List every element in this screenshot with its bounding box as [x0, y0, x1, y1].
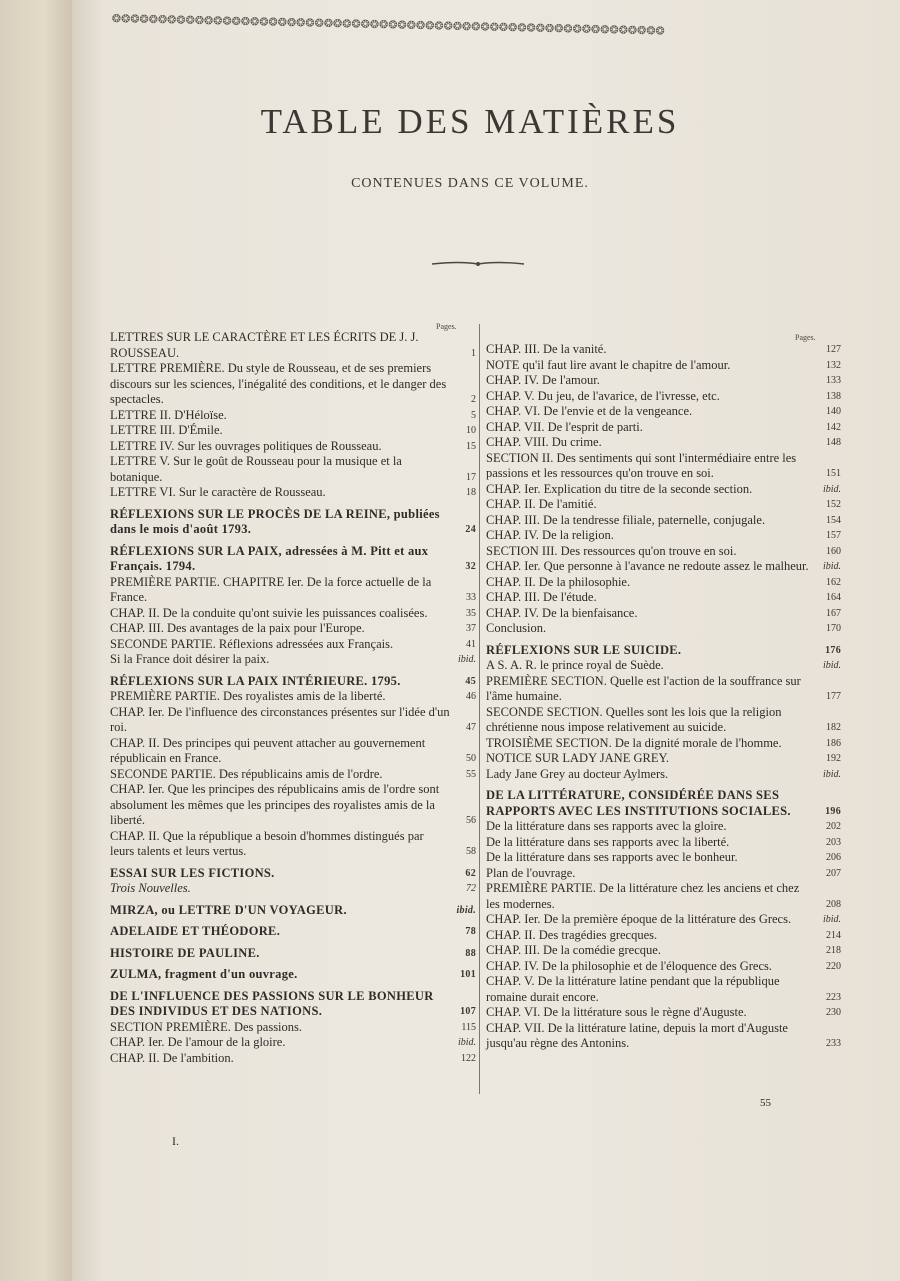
toc-entry-title: ZULMA, fragment d'un ouvrage.: [110, 967, 298, 981]
toc-entry-title: CHAP. IV. De la bienfaisance.: [486, 605, 638, 620]
toc-entry-page: 218: [826, 945, 841, 956]
toc-entry: [486, 959, 841, 975]
toc-entry: [110, 544, 476, 575]
toc-entry-page: ibid.: [457, 1037, 476, 1048]
toc-entry-page: 164: [826, 592, 841, 603]
toc-entry-page: 1: [471, 347, 476, 359]
toc-entry-title: RÉFLEXIONS SUR LE PROCÈS DE LA REINE, publiées dans le mois d'août 1793.: [110, 506, 440, 536]
toc-entry-page: 35: [466, 607, 476, 619]
toc-entry-page: 33: [466, 592, 476, 603]
toc-entry: [486, 497, 841, 513]
toc-entry-title: CHAP. VII. De la littérature latine, depuis la mort d'Auguste jusqu'au règne des Antonins.: [486, 1020, 788, 1050]
toc-entry-title: CHAP. V. Du jeu, de l'avarice, de l'ivresse, etc.: [486, 388, 720, 403]
toc-entry-page: 72: [466, 883, 476, 894]
toc-entry-page: 17: [466, 471, 476, 483]
toc-entry: [486, 974, 841, 1005]
toc-entry-page: 202: [826, 821, 841, 832]
toc-entry-title: CHAP. Ier. De l'amour de la gloire.: [110, 1035, 286, 1049]
ornament-border: ❂❂❂❂❂❂❂❂❂❂❂❂❂❂❂❂❂❂❂❂❂❂❂❂❂❂❂❂❂❂❂❂❂❂❂❂❂❂❂❂❂❂❂❂❂❂❂❂❂❂❂❂❂❂❂❂❂❂❂❂: [111, 12, 665, 38]
toc-entry: [110, 782, 476, 829]
toc-entry: [486, 751, 841, 767]
toc-entry: [110, 1020, 476, 1036]
toc-entry: [486, 788, 841, 819]
toc-entry: [110, 881, 476, 897]
toc-entry-title: HISTOIRE DE PAULINE.: [110, 945, 260, 960]
toc-entry-page: 115: [461, 1021, 476, 1033]
toc-entry: [110, 575, 476, 606]
toc-entry: [110, 866, 476, 882]
toc-entry: [110, 1035, 476, 1051]
toc-entry-title: Plan de l'ouvrage.: [486, 865, 576, 880]
toc-entry: [486, 404, 841, 420]
toc-entry-title: CHAP. VIII. Du crime.: [486, 435, 602, 449]
toc-entry-page: 230: [826, 1007, 841, 1018]
toc-entry-title: LETTRE VI. Sur le caractère de Rousseau.: [110, 485, 326, 499]
toc-entry: [486, 835, 841, 851]
toc-entry: [486, 358, 841, 374]
toc-entry-title: LETTRE IV. Sur les ouvrages politiques de Rousseau.: [110, 438, 382, 453]
toc-entry-title: CHAP. II. De l'amitié.: [486, 497, 597, 511]
toc-entry: [110, 829, 476, 860]
toc-entry: [486, 736, 841, 752]
facing-page-edge: [0, 0, 72, 1281]
toc-entry: [110, 736, 476, 767]
toc-entry: [486, 590, 841, 606]
toc-entry-title: SECTION II. Des sentiments qui sont l'intermédiaire entre les passions et les ressources qu'on trouve en soi.: [486, 450, 797, 480]
toc-entry-title: CHAP. Ier. Que les principes des républicains amis de l'ordre sont absolument les mêmes que les principes des royalistes amis de la liberté.: [110, 782, 440, 827]
toc-entry: [486, 674, 841, 705]
toc-entry-title: De la littérature dans ses rapports avec la liberté.: [486, 834, 730, 849]
toc-entry: [110, 423, 476, 439]
toc-entry-page: 196: [825, 805, 841, 817]
toc-entry-page: 154: [826, 514, 841, 526]
toc-entry: [110, 674, 476, 690]
toc-entry-page: 206: [826, 852, 841, 863]
toc-entry-page: 140: [826, 406, 841, 417]
decorative-rule: [430, 257, 526, 271]
toc-entry: [486, 658, 841, 674]
toc-entry-title: CHAP. III. De la tendresse filiale, paternelle, conjugale.: [486, 512, 766, 527]
toc-entry-title: Trois Nouvelles.: [110, 881, 191, 895]
toc-entry-title: CHAP. VI. De l'envie et de la vengeance.: [486, 404, 693, 418]
signature-mark-right: 55: [760, 1097, 771, 1109]
toc-entry: [110, 485, 476, 501]
toc-entry-page: 46: [466, 691, 476, 702]
toc-entry-page: 151: [826, 468, 841, 479]
toc-entry: [486, 575, 841, 591]
toc-entry-title: CHAP. III. De l'étude.: [486, 590, 597, 604]
toc-entry-title: CHAP. IV. De l'amour.: [486, 373, 600, 387]
toc-entry-title: CHAP. II. Des principes qui peuvent attacher au gouvernement républicain en France.: [110, 735, 426, 765]
toc-entry-title: CHAP. II. De la philosophie.: [486, 574, 631, 589]
toc-entry-page: 203: [826, 836, 841, 848]
toc-entry-page: 37: [466, 623, 476, 634]
toc-entry-title: Si la France doit désirer la paix.: [110, 652, 270, 666]
toc-entry-page: 176: [825, 644, 841, 656]
toc-entry: [110, 967, 476, 983]
toc-entry-page: 122: [461, 1052, 476, 1064]
toc-entry: [110, 652, 476, 668]
toc-entry-title: SECONDE SECTION. Quelles sont les lois que la religion chrétienne nous impose relativement au suicide.: [486, 704, 782, 734]
toc-entry-page: 223: [826, 991, 841, 1003]
toc-entry-page: 47: [466, 722, 476, 733]
toc-entry: [110, 621, 476, 637]
toc-entry-page: ibid.: [822, 914, 841, 925]
toc-entry: [110, 767, 476, 783]
toc-entry: [110, 454, 476, 485]
toc-entry-title: PREMIÈRE SECTION. Quelle est l'action de la souffrance sur l'âme humaine.: [486, 673, 801, 703]
toc-entry-page: 107: [460, 1006, 476, 1017]
toc-entry-title: SECTION PREMIÈRE. Des passions.: [110, 1019, 303, 1034]
toc-entry-page: 78: [465, 926, 476, 937]
toc-entry-page: 186: [826, 737, 841, 749]
toc-entry-title: De la littérature dans ses rapports avec le bonheur.: [486, 850, 738, 864]
toc-entry-title: CHAP. II. De l'ambition.: [110, 1050, 234, 1065]
toc-entry: [110, 924, 476, 940]
toc-entry-title: DE L'INFLUENCE DES PASSIONS SUR LE BONHEUR DES INDIVIDUS ET DES NATIONS.: [110, 988, 434, 1018]
toc-entry-page: 50: [466, 753, 476, 764]
toc-entry-page: ibid.: [822, 768, 841, 780]
toc-entry-title: ADELAIDE ET THÉODORE.: [110, 924, 281, 938]
toc-entry: [486, 943, 841, 959]
toc-entry-page: 32: [465, 561, 476, 572]
toc-entry-page: ibid.: [822, 561, 841, 572]
toc-entry: [110, 705, 476, 736]
toc-entry: [110, 507, 476, 538]
toc-entry-title: SECONDE PARTIE. Des républicains amis de l'ordre.: [110, 766, 383, 781]
column-divider: [479, 324, 480, 1094]
toc-entry: [486, 928, 841, 944]
toc-entry: [486, 559, 841, 575]
toc-entry: [486, 705, 841, 736]
toc-entry: [110, 1051, 476, 1067]
toc-entry-page: 220: [826, 960, 841, 972]
toc-entry-title: CHAP. Ier. De la première époque de la littérature des Grecs.: [486, 912, 792, 926]
toc-entry-page: ibid.: [822, 660, 841, 671]
toc-entry-page: 207: [826, 867, 841, 879]
toc-entry: [486, 606, 841, 622]
toc-entry-title: LETTRE V. Sur le goût de Rousseau pour la musique et la botanique.: [110, 454, 402, 484]
toc-entry-title: LETTRE II. D'Héloïse.: [110, 407, 227, 422]
toc-entry: [486, 767, 841, 783]
toc-entry-page: 10: [466, 425, 476, 436]
toc-entry: [486, 389, 841, 405]
toc-entry-title: NOTE qu'il faut lire avant le chapitre de l'amour.: [486, 357, 731, 372]
toc-entry-title: CHAP. VI. De la littérature sous le règne d'Auguste.: [486, 1005, 747, 1019]
pages-label-left: Pages.: [436, 322, 457, 331]
toc-entry-title: TROISIÈME SECTION. De la dignité morale de l'homme.: [486, 735, 782, 750]
toc-entry: [110, 361, 476, 408]
toc-entry: [110, 330, 476, 361]
toc-entry-title: DE LA LITTÉRATURE, CONSIDÉRÉE DANS SES RAPPORTS AVEC LES INSTITUTIONS SOCIALES.: [486, 788, 791, 818]
toc-entry: [110, 689, 476, 705]
toc-entry: [110, 439, 476, 455]
toc-entry: [486, 1021, 841, 1052]
toc-right-column: [486, 342, 841, 1052]
toc-entry-page: 208: [826, 898, 841, 910]
toc-entry-page: 41: [466, 638, 476, 650]
toc-entry-title: CHAP. IV. De la philosophie et de l'éloquence des Grecs.: [486, 958, 772, 973]
toc-entry: [486, 482, 841, 498]
toc-entry-page: 214: [826, 929, 841, 941]
toc-entry-page: 132: [826, 359, 841, 371]
toc-entry: [486, 850, 841, 866]
toc-entry-title: CHAP. II. De la conduite qu'ont suivie les puissances coalisées.: [110, 605, 428, 620]
toc-entry-title: CHAP. III. De la vanité.: [486, 342, 607, 356]
toc-entry-page: 170: [826, 623, 841, 634]
toc-entry-page: 148: [826, 437, 841, 448]
toc-entry: [486, 866, 841, 882]
toc-entry-page: 55: [466, 768, 476, 780]
toc-entry-title: RÉFLEXIONS SUR LA PAIX INTÉRIEURE. 1795.: [110, 673, 401, 688]
toc-entry: [110, 637, 476, 653]
toc-entry: [486, 420, 841, 436]
toc-entry-page: 177: [826, 691, 841, 702]
toc-entry-page: 157: [826, 530, 841, 541]
toc-entry-page: ibid.: [822, 483, 841, 495]
toc-entry: [110, 903, 476, 919]
toc-entry-title: A S. A. R. le prince royal de Suède.: [486, 658, 664, 672]
toc-entry-page: 62: [465, 867, 476, 879]
signature-mark-left: I.: [172, 1134, 179, 1148]
toc-entry-page: 182: [826, 722, 841, 733]
toc-entry-title: RÉFLEXIONS SUR LE SUICIDE.: [486, 642, 682, 657]
toc-entry-title: PREMIÈRE PARTIE. Des royalistes amis de la liberté.: [110, 689, 386, 703]
toc-entry-title: CHAP. Ier. Que personne à l'avance ne redoute assez le malheur.: [486, 559, 809, 573]
toc-entry-title: Lady Jane Grey au docteur Aylmers.: [486, 766, 669, 781]
toc-entry-title: CHAP. Ier. De l'influence des circonstances présentes sur l'idée d'un roi.: [110, 704, 450, 734]
toc-entry-title: ESSAI SUR LES FICTIONS.: [110, 865, 275, 880]
toc-entry: [110, 606, 476, 622]
toc-entry: [486, 643, 841, 659]
toc-entry-title: LETTRE III. D'Émile.: [110, 423, 223, 437]
toc-entry-title: PREMIÈRE PARTIE. De la littérature chez les anciens et chez les modernes.: [486, 881, 800, 911]
pages-label-right: Pages.: [795, 333, 816, 342]
toc-entry-title: CHAP. II. Des tragédies grecques.: [486, 927, 658, 942]
toc-entry-page: 15: [466, 440, 476, 452]
toc-entry-title: MIRZA, ou LETTRE D'UN VOYAGEUR.: [110, 902, 347, 917]
toc-entry: [110, 946, 476, 962]
toc-entry: [110, 408, 476, 424]
toc-entry-page: 56: [466, 815, 476, 826]
page-subtitle: CONTENUES DANS CE VOLUME.: [351, 176, 589, 191]
toc-entry-title: LETTRES SUR LE CARACTÈRE ET LES ÉCRITS DE J. J. ROUSSEAU.: [110, 330, 419, 360]
toc-entry-page: 162: [826, 576, 841, 588]
toc-entry-title: CHAP. VII. De l'esprit de parti.: [486, 419, 643, 434]
toc-entry-title: SECTION III. Des ressources qu'on trouve en soi.: [486, 543, 737, 558]
toc-entry-page: 24: [465, 524, 476, 535]
toc-entry-page: 160: [826, 545, 841, 557]
page-title: TABLE DES MATIÈRES: [260, 102, 680, 141]
toc-entry: [486, 451, 841, 482]
toc-entry-title: LETTRE PREMIÈRE. Du style de Rousseau, et de ses premiers discours sur les sciences, l'inégalité des conditions, et le danger des spectacles.: [110, 361, 447, 406]
toc-entry-title: RÉFLEXIONS SUR LA PAIX, adressées à M. Pitt et aux Français. 1794.: [110, 543, 429, 573]
toc-entry-title: CHAP. Ier. Explication du titre de la seconde section.: [486, 481, 753, 496]
toc-entry: [486, 621, 841, 637]
toc-entry: [486, 435, 841, 451]
toc-left-column: [110, 330, 476, 1066]
toc-entry-title: CHAP. V. De la littérature latine pendant que la république romaine durait encore.: [486, 974, 780, 1004]
toc-entry-title: CHAP. III. Des avantages de la paix pour l'Europe.: [110, 621, 365, 635]
toc-entry-page: ibid.: [456, 904, 476, 916]
toc-entry: [486, 881, 841, 912]
toc-entry: [486, 528, 841, 544]
toc-entry: [486, 819, 841, 835]
toc-entry-page: 133: [826, 375, 841, 386]
toc-entry: [486, 342, 841, 358]
toc-entry-title: De la littérature dans ses rapports avec la gloire.: [486, 819, 727, 833]
toc-entry-page: 101: [460, 969, 476, 980]
toc-entry-page: 167: [826, 607, 841, 619]
toc-entry-title: SECONDE PARTIE. Réflexions adressées aux Français.: [110, 636, 394, 651]
toc-entry-page: 192: [826, 753, 841, 764]
toc-entry-page: 233: [826, 1038, 841, 1049]
toc-entry: [486, 513, 841, 529]
toc-entry-page: 142: [826, 421, 841, 433]
toc-entry-title: Conclusion.: [486, 621, 547, 635]
toc-entry-page: 127: [826, 344, 841, 355]
toc-entry: [110, 989, 476, 1020]
toc-entry-title: CHAP. II. Que la république a besoin d'hommes distingués par leurs talents et leurs vertus.: [110, 828, 424, 858]
toc-entry-title: NOTICE SUR LADY JANE GREY.: [486, 751, 669, 765]
toc-entry-page: 138: [826, 390, 841, 402]
toc-entry-page: 88: [465, 947, 476, 959]
toc-entry: [486, 544, 841, 560]
toc-entry-title: CHAP. III. De la comédie grecque.: [486, 943, 661, 957]
toc-entry-page: ibid.: [457, 654, 476, 665]
toc-entry-page: 18: [466, 487, 476, 498]
toc-entry-page: 58: [466, 846, 476, 857]
toc-entry-page: 152: [826, 499, 841, 510]
toc-entry: [486, 912, 841, 928]
toc-entry-page: 2: [471, 394, 476, 405]
toc-entry-page: 5: [471, 409, 476, 421]
toc-entry: [486, 1005, 841, 1021]
toc-entry-title: CHAP. IV. De la religion.: [486, 528, 614, 542]
toc-entry-title: PREMIÈRE PARTIE. CHAPITRE Ier. De la force actuelle de la France.: [110, 574, 432, 604]
toc-entry: [486, 373, 841, 389]
toc-entry-page: 45: [465, 675, 476, 687]
